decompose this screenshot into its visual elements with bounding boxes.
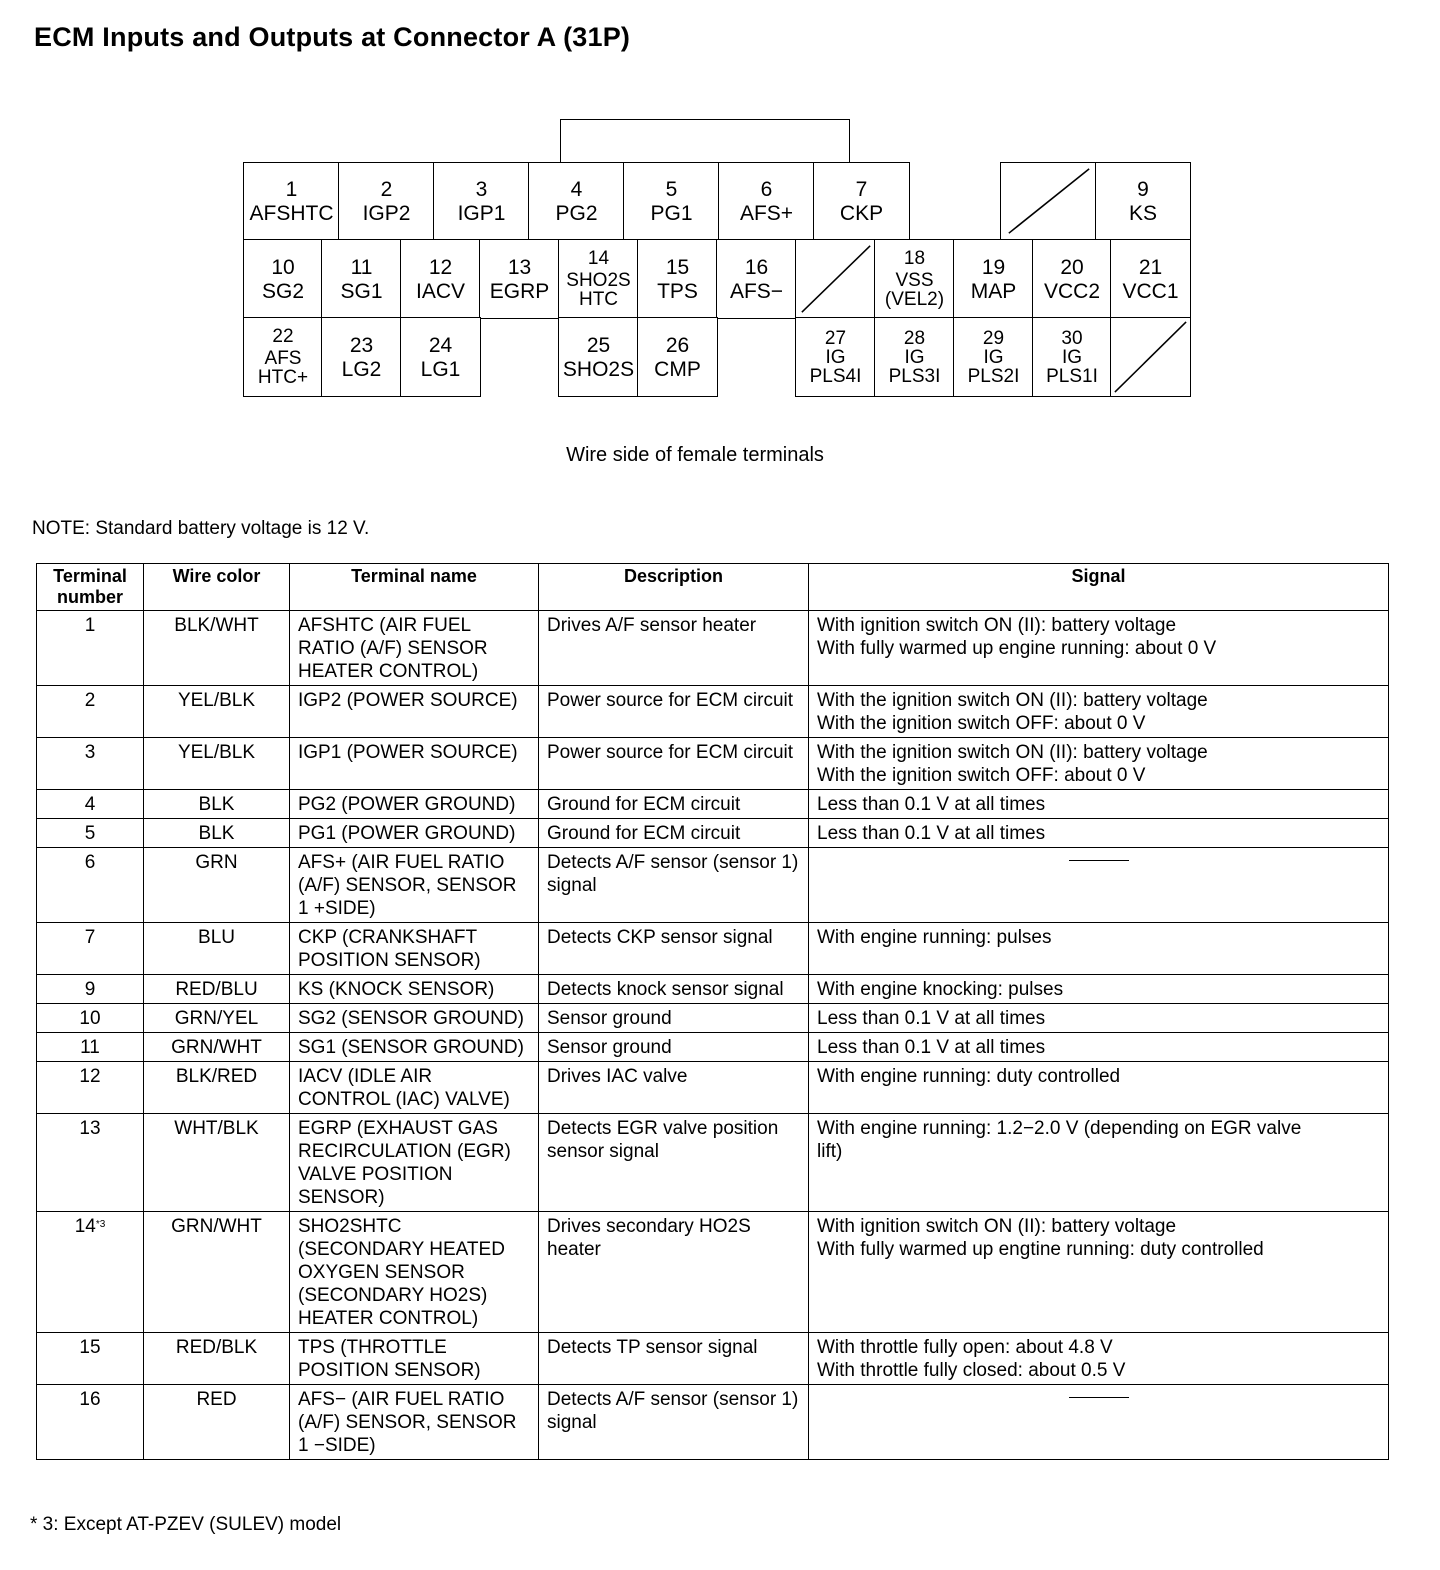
- terminal-number-cell: 1: [37, 611, 144, 686]
- terminal-6: 6 AFS+: [718, 162, 815, 241]
- wire-color-cell: BLK: [144, 790, 290, 819]
- signal-line: With fully warmed up engine running: about 0 V: [817, 638, 1217, 659]
- terminal-name-cell: PG1 (POWER GROUND): [290, 819, 539, 848]
- table-row: [37, 1212, 1389, 1333]
- description-cell: Detects A/F sensor (sensor 1) signal: [539, 848, 809, 923]
- io-table: [36, 563, 1389, 1460]
- terminal-number-cell: 11: [37, 1033, 144, 1062]
- description-cell: Ground for ECM circuit: [539, 790, 809, 819]
- terminal-25: 25 SHO2S: [558, 317, 639, 397]
- header-terminal-name: Terminal name: [290, 564, 539, 611]
- terminal-number-cell: 16: [37, 1385, 144, 1460]
- table-row: [37, 1004, 1389, 1033]
- terminal-10: 10 SG2: [243, 239, 323, 319]
- terminal-name-cell: IGP2 (POWER SOURCE): [290, 686, 539, 738]
- table-row: [37, 1333, 1389, 1385]
- header-terminal-number: Terminal number: [37, 564, 144, 611]
- terminal-number-cell: 14$^{*3}$: [37, 1212, 144, 1333]
- signal-cell: [809, 819, 1389, 848]
- signal-line: With engine running: duty controlled: [817, 1066, 1121, 1087]
- terminal-name-cell: SHO2SHTC (SECONDARY HEATED OXYGEN SENSOR (SECONDARY HO2S) HEATER CONTROL): [290, 1212, 539, 1333]
- wire-color-cell: BLK/WHT: [144, 611, 290, 686]
- table-row: [37, 923, 1389, 975]
- terminal-4: 4 PG2: [528, 162, 625, 241]
- header-description: Description: [539, 564, 809, 611]
- terminal-number-cell: 9: [37, 975, 144, 1004]
- terminal-28: 28 IG PLS3I: [874, 317, 955, 397]
- signal-line: With throttle fully open: about 4.8 V: [817, 1337, 1113, 1358]
- signal-cell: [809, 790, 1389, 819]
- terminal-12: 12 IACV: [400, 239, 481, 319]
- description-cell: Detects TP sensor signal: [539, 1333, 809, 1385]
- signal-cell: [809, 686, 1389, 738]
- wire-color-cell: YEL/BLK: [144, 686, 290, 738]
- signal-cell: [809, 923, 1389, 975]
- not-applicable-dash: [1069, 860, 1129, 861]
- signal-cell: [809, 1385, 1389, 1460]
- terminal-30: 30 IG PLS1I: [1032, 317, 1112, 397]
- terminal-2: 2 IGP2: [338, 162, 435, 241]
- signal-line: With engine running: pulses: [817, 927, 1052, 948]
- signal-line: With fully warmed up engtine running: duty controlled: [817, 1239, 1264, 1260]
- table-row: [37, 1033, 1389, 1062]
- terminal-name-cell: PG2 (POWER GROUND): [290, 790, 539, 819]
- wire-color-cell: BLK: [144, 819, 290, 848]
- table-row: [37, 686, 1389, 738]
- terminal-name-cell: EGRP (EXHAUST GAS RECIRCULATION (EGR) VALVE POSITION SENSOR): [290, 1114, 539, 1212]
- terminal-name-cell: AFS+ (AIR FUEL RATIO (A/F) SENSOR, SENSOR 1 +SIDE): [290, 848, 539, 923]
- table-row: [37, 1114, 1389, 1212]
- terminal-number-cell: 7: [37, 923, 144, 975]
- terminal-13: 13 EGRP: [479, 239, 560, 319]
- connector-diagram: [0, 0, 1440, 430]
- signal-cell: [809, 1062, 1389, 1114]
- terminal-name-cell: KS (KNOCK SENSOR): [290, 975, 539, 1004]
- terminal-name-cell: TPS (THROTTLE POSITION SENSOR): [290, 1333, 539, 1385]
- signal-line: With engine knocking: pulses: [817, 979, 1064, 1000]
- table-row: [37, 738, 1389, 790]
- battery-note: NOTE: Standard battery voltage is 12 V.: [32, 518, 370, 539]
- table-row: [37, 848, 1389, 923]
- table-row: [37, 1062, 1389, 1114]
- terminal-name-cell: AFS− (AIR FUEL RATIO (A/F) SENSOR, SENSOR 1 −SIDE): [290, 1385, 539, 1460]
- table-row: [37, 790, 1389, 819]
- description-cell: Detects knock sensor signal: [539, 975, 809, 1004]
- description-cell: Drives secondary HO2S heater: [539, 1212, 809, 1333]
- signal-line: With the ignition switch ON (II): battery voltage: [817, 690, 1208, 711]
- footnote-ref: *3: [95, 1219, 106, 1230]
- signal-line: lift): [817, 1141, 843, 1162]
- description-cell: Drives A/F sensor heater: [539, 611, 809, 686]
- description-cell: Detects EGR valve position sensor signal: [539, 1114, 809, 1212]
- terminal-21: 21 VCC1: [1110, 239, 1191, 319]
- terminal-number-cell: 13: [37, 1114, 144, 1212]
- signal-line: Less than 0.1 V at all times: [817, 1008, 1046, 1029]
- footnote: * 3: Except AT-PZEV (SULEV) model: [30, 1514, 342, 1535]
- terminal-name-cell: IACV (IDLE AIR CONTROL (IAC) VALVE): [290, 1062, 539, 1114]
- signal-line: With engine running: 1.2−2.0 V (depending on EGR valve: [817, 1118, 1302, 1139]
- header-wire-color: Wire color: [144, 564, 290, 611]
- signal-cell: [809, 975, 1389, 1004]
- wire-color-cell: YEL/BLK: [144, 738, 290, 790]
- signal-line: With ignition switch ON (II): battery voltage: [817, 1216, 1177, 1237]
- description-cell: Drives IAC valve: [539, 1062, 809, 1114]
- terminal-number-cell: 4: [37, 790, 144, 819]
- terminal-17-blank: [795, 239, 876, 319]
- terminal-16: 16 AFS−: [716, 239, 797, 319]
- terminal-name-cell: SG2 (SENSOR GROUND): [290, 1004, 539, 1033]
- terminal-14: 14 SHO2S HTC: [558, 239, 639, 319]
- signal-cell: [809, 1033, 1389, 1062]
- wire-color-cell: GRN/WHT: [144, 1033, 290, 1062]
- terminal-3: 3 IGP1: [433, 162, 530, 241]
- terminal-7: 7 CKP: [813, 162, 910, 241]
- description-cell: Detects CKP sensor signal: [539, 923, 809, 975]
- terminal-29: 29 IG PLS2I: [953, 317, 1034, 397]
- terminal-9: 9 KS: [1095, 162, 1191, 241]
- wire-color-cell: GRN/WHT: [144, 1212, 290, 1333]
- signal-line: Less than 0.1 V at all times: [817, 823, 1046, 844]
- signal-cell: [809, 611, 1389, 686]
- wire-color-cell: GRN: [144, 848, 290, 923]
- wire-color-cell: RED: [144, 1385, 290, 1460]
- table-row: [37, 975, 1389, 1004]
- terminal-name-cell: CKP (CRANKSHAFT POSITION SENSOR): [290, 923, 539, 975]
- terminal-1: 1 AFSHTC: [243, 162, 340, 241]
- terminal-8-blank: [1000, 162, 1097, 241]
- terminal-23: 23 LG2: [321, 317, 402, 397]
- wire-color-cell: GRN/YEL: [144, 1004, 290, 1033]
- signal-cell: [809, 1004, 1389, 1033]
- table-body: [37, 611, 1389, 1460]
- description-cell: Detects A/F sensor (sensor 1) signal: [539, 1385, 809, 1460]
- table-row: [37, 611, 1389, 686]
- terminal-number-cell: 2: [37, 686, 144, 738]
- wire-color-cell: BLK/RED: [144, 1062, 290, 1114]
- description-cell: Power source for ECM circuit: [539, 738, 809, 790]
- page-title: ECM Inputs and Outputs at Connector A (31P): [34, 22, 631, 52]
- wire-color-cell: RED/BLK: [144, 1333, 290, 1385]
- terminal-name-cell: IGP1 (POWER SOURCE): [290, 738, 539, 790]
- terminal-11: 11 SG1: [321, 239, 402, 319]
- terminal-19: 19 MAP: [953, 239, 1034, 319]
- signal-cell: [809, 738, 1389, 790]
- wire-color-cell: WHT/BLK: [144, 1114, 290, 1212]
- wire-color-cell: RED/BLU: [144, 975, 290, 1004]
- terminal-number-cell: 5: [37, 819, 144, 848]
- table-row: [37, 1385, 1389, 1460]
- signal-cell: [809, 1114, 1389, 1212]
- terminal-18: 18 VSS (VEL2): [874, 239, 955, 319]
- not-applicable-dash: [1069, 1397, 1129, 1398]
- signal-line: Less than 0.1 V at all times: [817, 794, 1046, 815]
- terminal-name-cell: SG1 (SENSOR GROUND): [290, 1033, 539, 1062]
- description-cell: Sensor ground: [539, 1033, 809, 1062]
- signal-line: With the ignition switch OFF: about 0 V: [817, 765, 1146, 786]
- terminal-20: 20 VCC2: [1032, 239, 1112, 319]
- description-cell: Ground for ECM circuit: [539, 819, 809, 848]
- connector-caption: Wire side of female terminals: [566, 444, 824, 466]
- terminal-number-cell: 6: [37, 848, 144, 923]
- terminal-name-cell: AFSHTC (AIR FUEL RATIO (A/F) SENSOR HEATER CONTROL): [290, 611, 539, 686]
- signal-cell: [809, 1212, 1389, 1333]
- table-header-row: [37, 564, 1389, 611]
- terminal-15: 15 TPS: [637, 239, 718, 319]
- terminal-5: 5 PG1: [623, 162, 720, 241]
- terminal-27: 27 IG PLS4I: [795, 317, 876, 397]
- header-signal: Signal: [809, 564, 1389, 611]
- description-cell: Sensor ground: [539, 1004, 809, 1033]
- signal-cell: [809, 848, 1389, 923]
- terminal-31-blank: [1110, 317, 1191, 397]
- signal-cell: [809, 1333, 1389, 1385]
- terminal-number-cell: 3: [37, 738, 144, 790]
- terminal-number-cell: 10: [37, 1004, 144, 1033]
- terminal-number-cell: 12: [37, 1062, 144, 1114]
- signal-line: With the ignition switch OFF: about 0 V: [817, 713, 1146, 734]
- terminal-22: 22 AFS HTC+: [243, 317, 323, 397]
- terminal-26: 26 CMP: [637, 317, 718, 397]
- connector-lock-tab: [560, 119, 850, 165]
- signal-line: With throttle fully closed: about 0.5 V: [817, 1360, 1126, 1381]
- description-cell: Power source for ECM circuit: [539, 686, 809, 738]
- table-row: [37, 819, 1389, 848]
- terminal-24: 24 LG1: [400, 317, 481, 397]
- wire-color-cell: BLU: [144, 923, 290, 975]
- signal-line: With the ignition switch ON (II): battery voltage: [817, 742, 1208, 763]
- signal-line: With ignition switch ON (II): battery voltage: [817, 615, 1177, 636]
- terminal-number-cell: 15: [37, 1333, 144, 1385]
- signal-line: Less than 0.1 V at all times: [817, 1037, 1046, 1058]
